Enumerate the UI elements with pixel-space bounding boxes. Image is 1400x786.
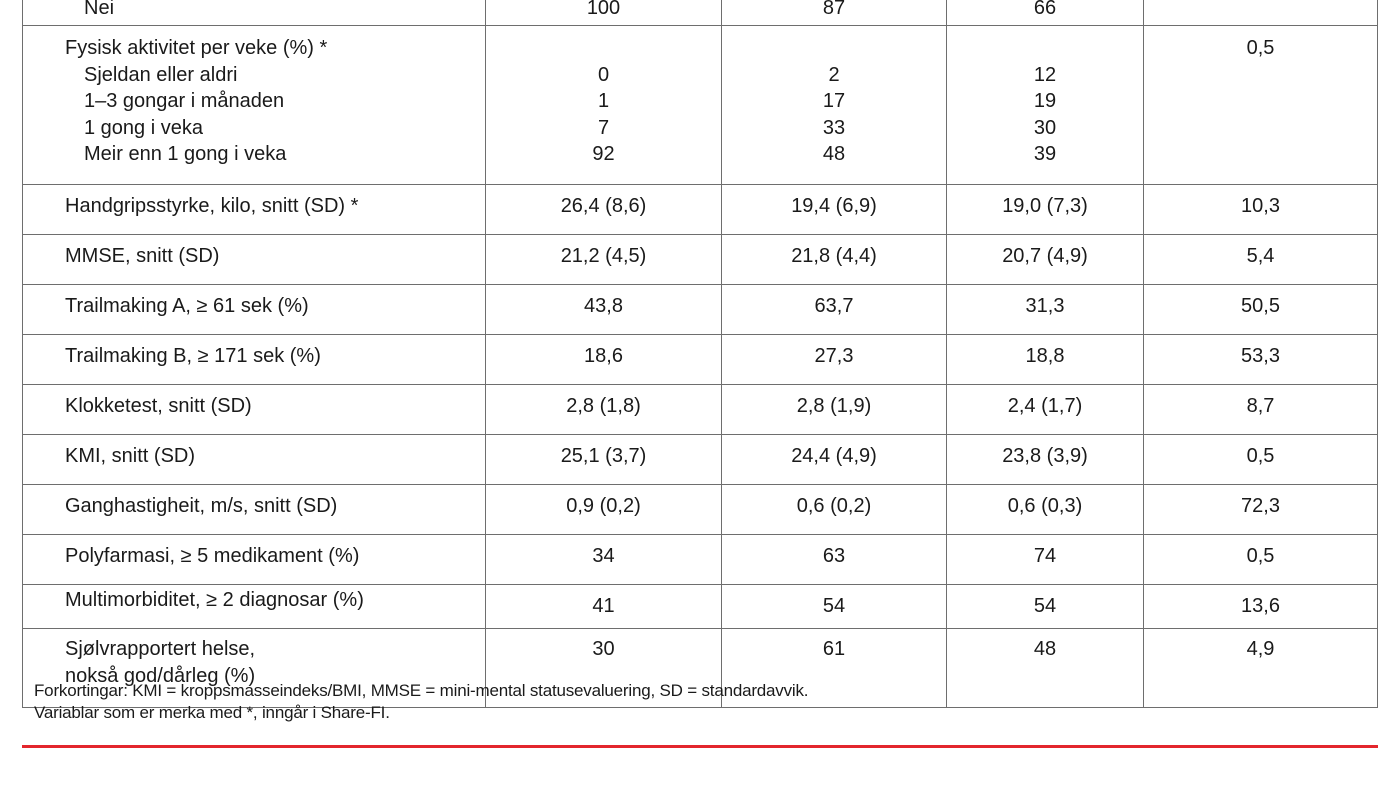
value-cell bbox=[722, 0, 947, 26]
row-label-cell bbox=[23, 185, 486, 235]
table-row bbox=[23, 185, 1378, 235]
cell-value: 50,5 bbox=[1241, 295, 1280, 317]
value-cell bbox=[722, 585, 947, 629]
table-row bbox=[23, 435, 1378, 485]
value-cell bbox=[1144, 385, 1378, 435]
subrow-label: Sjeldan eller aldri bbox=[84, 63, 238, 86]
value-cell bbox=[486, 185, 722, 235]
value-cell bbox=[1144, 335, 1378, 385]
cell-value: 19,4 (6,9) bbox=[791, 195, 877, 217]
cell-value: 10,3 bbox=[1241, 195, 1280, 217]
value-cell bbox=[947, 235, 1144, 285]
value-cell bbox=[1144, 485, 1378, 535]
row-label: Ganghastigheit, m/s, snitt (SD) bbox=[65, 495, 338, 517]
row-label: KMI, snitt (SD) bbox=[65, 445, 196, 467]
value-cell bbox=[1144, 585, 1378, 629]
value-cell bbox=[486, 535, 722, 585]
row-label: Trailmaking A, ≥ 61 sek (%) bbox=[65, 295, 309, 317]
cell-value: 30 bbox=[592, 638, 615, 660]
cell-value: 2 bbox=[828, 63, 840, 86]
row-label-cell bbox=[23, 26, 486, 185]
value-cell bbox=[722, 335, 947, 385]
value-cell bbox=[947, 535, 1144, 585]
cell-value: 48 bbox=[822, 143, 846, 166]
cell-value: 0,5 bbox=[1246, 545, 1275, 567]
cell-value: 31,3 bbox=[1025, 295, 1065, 317]
value-cell bbox=[722, 385, 947, 435]
row-label-cell bbox=[23, 285, 486, 335]
row-label: nokså god/dårleg (%) bbox=[65, 664, 256, 687]
value-cell bbox=[486, 585, 722, 629]
table-row bbox=[23, 385, 1378, 435]
cell-value: 7 bbox=[597, 116, 610, 139]
cell-value: 43,8 bbox=[584, 295, 623, 317]
cell-value: 5,4 bbox=[1246, 245, 1275, 267]
value-cell bbox=[947, 585, 1144, 629]
cell-value: 2,8 (1,9) bbox=[796, 395, 872, 417]
value-cell bbox=[1144, 235, 1378, 285]
cell-value: 25,1 (3,7) bbox=[560, 445, 647, 467]
cell-value: 92 bbox=[592, 143, 615, 166]
value-cell bbox=[947, 26, 1144, 185]
value-cell bbox=[1144, 285, 1378, 335]
cell-value: 4,9 bbox=[1246, 638, 1275, 660]
value-cell bbox=[947, 335, 1144, 385]
subrow-label: 1–3 gongar i månaden bbox=[84, 90, 285, 113]
value-cell bbox=[1144, 435, 1378, 485]
row-label-cell bbox=[23, 385, 486, 435]
cell-value: 27,3 bbox=[814, 345, 854, 367]
cell-value: 19 bbox=[1033, 90, 1057, 113]
cell-value: 0,5 bbox=[1246, 445, 1275, 467]
value-cell bbox=[486, 385, 722, 435]
value-cell bbox=[486, 235, 722, 285]
cell-value: 23,8 (3,9) bbox=[1002, 445, 1088, 467]
value-cell bbox=[722, 285, 947, 335]
table-row bbox=[23, 235, 1378, 285]
cell-value: 1 bbox=[597, 90, 610, 113]
table-row-physical-activity bbox=[23, 26, 1378, 185]
row-label: Sjølvrapportert helse, bbox=[65, 638, 256, 660]
footnote bbox=[34, 680, 808, 724]
cell-value: 12 bbox=[1033, 63, 1057, 86]
value-cell bbox=[486, 485, 722, 535]
cell-value: 21,8 (4,4) bbox=[791, 245, 877, 267]
cell-value: 41 bbox=[592, 595, 615, 617]
row-label: Nei bbox=[84, 0, 115, 19]
row-label: Polyfarmasi, ≥ 5 medikament (%) bbox=[65, 545, 360, 567]
cell-value: 24,4 (4,9) bbox=[791, 445, 877, 467]
cell-value: 33 bbox=[822, 116, 846, 139]
value-cell bbox=[722, 535, 947, 585]
table-row bbox=[23, 485, 1378, 535]
row-label-cell bbox=[23, 235, 486, 285]
value-cell bbox=[486, 0, 722, 26]
footnote-share-fi-note: Variablar som er merka med *, inngår i Share-FI. bbox=[34, 703, 390, 722]
cell-value: 19,0 (7,3) bbox=[1002, 195, 1088, 217]
value-cell bbox=[1144, 185, 1378, 235]
row-label-cell bbox=[23, 435, 486, 485]
row-label: Klokketest, snitt (SD) bbox=[65, 395, 252, 417]
cell-value: 39 bbox=[1033, 143, 1057, 166]
value-cell bbox=[722, 26, 947, 185]
value-cell bbox=[722, 435, 947, 485]
table-row bbox=[23, 335, 1378, 385]
cell-value: 30 bbox=[1033, 116, 1057, 139]
cell-value: 100 bbox=[586, 0, 621, 19]
cell-value: 8,7 bbox=[1246, 395, 1275, 417]
results-table bbox=[22, 0, 1378, 708]
subrow-label: 1 gong i veka bbox=[84, 116, 203, 139]
value-cell bbox=[486, 285, 722, 335]
cell-value: 0 bbox=[597, 63, 610, 86]
value-cell bbox=[947, 185, 1144, 235]
cell-value: 53,3 bbox=[1241, 345, 1280, 367]
cell-value: 54 bbox=[822, 595, 846, 617]
value-cell bbox=[486, 26, 722, 185]
value-cell bbox=[1144, 629, 1378, 708]
cell-value: 54 bbox=[1033, 595, 1057, 617]
cell-value: 0,6 (0,3) bbox=[1007, 495, 1083, 517]
value-cell bbox=[486, 335, 722, 385]
table-row-multimorbidity bbox=[23, 585, 1378, 629]
value-cell bbox=[947, 485, 1144, 535]
table-row bbox=[23, 0, 1378, 26]
cell-value: 0,6 (0,2) bbox=[796, 495, 872, 517]
group-label: Fysisk aktivitet per veke (%) * bbox=[65, 37, 328, 59]
cell-value: 63,7 bbox=[814, 295, 854, 317]
value-cell bbox=[722, 485, 947, 535]
cell-value: 66 bbox=[1033, 0, 1057, 19]
value-cell bbox=[947, 0, 1144, 26]
table-row bbox=[23, 535, 1378, 585]
cell-value: 2,8 (1,8) bbox=[566, 395, 641, 417]
value-cell bbox=[947, 435, 1144, 485]
row-label-cell bbox=[23, 585, 486, 629]
row-label-cell bbox=[23, 535, 486, 585]
cell-value: 18,8 bbox=[1025, 345, 1065, 367]
value-cell bbox=[947, 285, 1144, 335]
row-label: Handgripsstyrke, kilo, snitt (SD) * bbox=[65, 195, 359, 217]
value-cell bbox=[722, 185, 947, 235]
cell-value: 18,6 bbox=[584, 345, 623, 367]
cell-value: 61 bbox=[822, 638, 846, 660]
row-label: Trailmaking B, ≥ 171 sek (%) bbox=[65, 345, 321, 367]
row-label: MMSE, snitt (SD) bbox=[65, 245, 220, 267]
value-cell bbox=[947, 629, 1144, 708]
subrow-label: Meir enn 1 gong i veka bbox=[84, 143, 287, 166]
cell-value: 17 bbox=[822, 90, 846, 113]
cell-value: 20,7 (4,9) bbox=[1002, 245, 1088, 267]
row-label-cell bbox=[23, 335, 486, 385]
cell-value: 2,4 (1,7) bbox=[1007, 395, 1083, 417]
table-row bbox=[23, 285, 1378, 335]
row-label: Multimorbiditet, ≥ 2 diagnosar (%) bbox=[65, 589, 364, 611]
value-cell bbox=[486, 435, 722, 485]
row-label-cell bbox=[23, 485, 486, 535]
cell-value: 74 bbox=[1033, 545, 1057, 567]
p-value: 0,5 bbox=[1246, 37, 1275, 59]
value-cell bbox=[1144, 535, 1378, 585]
value-cell bbox=[1144, 26, 1378, 185]
row-label-cell bbox=[23, 0, 486, 26]
cell-value: 0,9 (0,2) bbox=[566, 495, 641, 517]
value-cell bbox=[722, 235, 947, 285]
cell-value: 72,3 bbox=[1241, 495, 1280, 517]
cell-value: 87 bbox=[822, 0, 846, 19]
cell-value: 63 bbox=[822, 545, 846, 567]
footnote-abbreviations: Forkortingar: KMI = kroppsmasseindeks/BMI, MMSE = mini-mental statusevaluering, SD = standardavvik. bbox=[34, 681, 809, 700]
cell-value: 34 bbox=[592, 545, 615, 567]
value-cell bbox=[1144, 0, 1378, 26]
cell-value: 21,2 (4,5) bbox=[560, 245, 647, 267]
cell-value: 48 bbox=[1033, 638, 1057, 660]
cell-value: 26,4 (8,6) bbox=[560, 195, 647, 217]
value-cell bbox=[947, 385, 1144, 435]
cell-value: 13,6 bbox=[1241, 595, 1280, 617]
accent-divider bbox=[22, 745, 1378, 748]
